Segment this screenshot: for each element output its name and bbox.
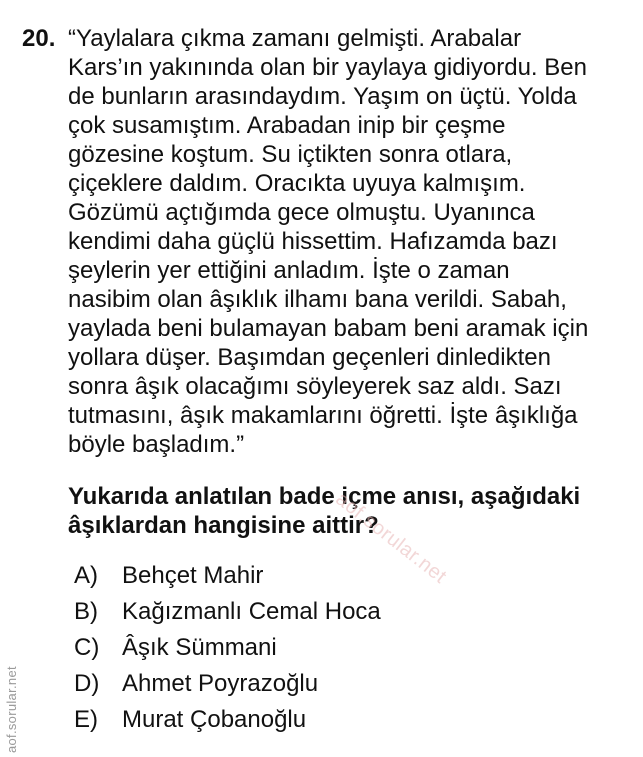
option-letter: E) [74,706,98,733]
option-text: Âşık Sümmani [122,634,277,661]
question-prompt: Yukarıda anlatılan bade içme anısı, aşağıdaki âşıklardan hangisine aittir? [68,483,581,539]
option-letter: B) [74,598,98,625]
option-text: Murat Çobanoğlu [122,706,307,733]
option-a[interactable] [74,560,614,596]
option-letter: C) [74,634,100,661]
option-text: Behçet Mahir [122,562,264,589]
question-passage: “Yaylalara çıkma zamanı gelmişti. Arabalar Kars’ın yakınında olan bir yaylaya gidiyordu. Ben de bunların arasındaydım. Yaşım on üçtü. Yolda çok susamıştım. Arabadan inip bir çeşme gözesine koştum. Su içtikten sonra otlara, çiçeklere daldım. Oracıkta uyuya kalmışım. Gözümü açtığımda gece olmuştu. Uyanınca kendimi daha güçlü hissettim. Hafızamda bazı şeylerin yer ettiğini anladım. İşte o zaman nasibim olan âşıklık ilhamı bana verildi. Sabah, yaylada beni bulamayan babam beni aramak için yollara düşer. Başımdan geçenleri dinledikten sonra âşık olacağımı söyleyerek saz aldı. Sazı tutmasını, âşık makamlarını öğretti. İşte âşıklığa böyle başladım.” [68,25,589,458]
option-text: Kağızmanlı Cemal Hoca [122,598,381,625]
option-c[interactable] [74,632,614,668]
answer-options [74,560,614,740]
option-b[interactable] [74,596,614,632]
watermark-side: aof.sorular.net [4,666,19,753]
option-text: Ahmet Poyrazoğlu [122,670,319,697]
option-letter: D) [74,670,100,697]
question-number: 20. [22,25,56,52]
option-e[interactable] [74,704,614,740]
option-d[interactable] [74,668,614,704]
watermark-diagonal: aof.sorular.net [331,488,451,588]
option-letter: A) [74,562,98,589]
